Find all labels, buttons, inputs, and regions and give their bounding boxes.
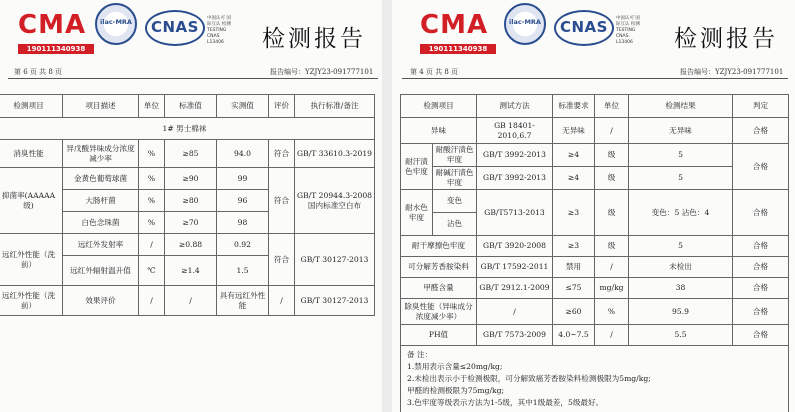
cell: 符合 [269,168,295,234]
cell: ≥3 [553,190,595,236]
cell: 耐水色牢度 [401,190,433,236]
report-title: 检测报告 [674,26,778,52]
cell: 远红外性能（洗前） [0,234,63,286]
cell: ≥60 [553,299,595,325]
cell: 5 [629,167,733,190]
cell: 级 [595,236,629,257]
cell: 5.5 [629,325,733,346]
notes-block [401,346,789,412]
cell: 4.0~7.5 [553,325,595,346]
cell: / [165,286,217,316]
results-table-right [400,94,789,412]
cell: 合格 [733,325,789,346]
col-header: 评价 [269,95,295,118]
cell: 抑菌率(AAAAA级) [0,168,63,234]
cell: % [139,168,165,190]
cell: / [139,234,165,256]
cell: 除臭性能（异味成分浓度减少率） [401,299,477,325]
col-header: 判定 [733,95,789,118]
cell: GB 18401-2010,6.7 [477,118,553,144]
report-page-right [392,0,795,412]
col-header: 检测结果 [629,95,733,118]
col-header: 检测项目 [401,95,477,118]
page-number: 第 6 页 共 8 页 [14,68,63,76]
cell: ≥0.88 [165,234,217,256]
cell: 级 [595,144,629,167]
cell: 合格 [733,144,789,190]
cell: 远红外发射率 [63,234,139,256]
cell: % [595,299,629,325]
cell: ≥80 [165,190,217,212]
cell: 5 [629,236,733,257]
col-header: 测试方法 [477,95,553,118]
page-divider [382,0,392,412]
cma-logo: CMA 190111340938 [420,10,480,44]
table-header-row [401,95,789,118]
cell: 异味 [401,118,477,144]
header-rule [8,78,378,79]
cell: / [477,299,553,325]
table-row [401,236,789,257]
page-number: 第 4 页 共 8 页 [410,68,459,76]
cell: 合格 [733,118,789,144]
sample-section-label: 1# 男士棉袜 [0,118,375,140]
cell: 变色 [433,190,477,213]
table-row [401,118,789,144]
col-header: 检测项目 [0,95,63,118]
cell: 合格 [733,236,789,257]
col-header: 标准值 [165,95,217,118]
report-number: 报告编号：YZJY23-091777101 [680,68,784,76]
cell: 合格 [733,190,789,236]
cell: 95.9 [629,299,733,325]
table-row [0,140,375,168]
cell: 远红外性能（洗前） [0,286,63,316]
cell: 白色念珠菌 [63,212,139,234]
col-header: 执行标准/备注 [295,95,375,118]
table-row [401,190,789,213]
cell: GB/T 33610.3-2019 [295,140,375,168]
table-row [0,168,375,190]
ilac-mra-logo: ilac-MRA [504,3,546,45]
cell: GB/T 17592-2011 [477,257,553,278]
cell: 符合 [269,140,295,168]
cell: 38 [629,278,733,299]
table-row [0,286,375,316]
notes-row [401,346,789,412]
cell: % [139,212,165,234]
cell: ≥85 [165,140,217,168]
header-rule [402,78,788,79]
cell: ≥70 [165,212,217,234]
cell: 94.0 [217,140,269,168]
cell: 金黄色葡萄球菌 [63,168,139,190]
cell: 消臭性能 [0,140,63,168]
cell: GB/T 30127-2013 [295,286,375,316]
cell: 合格 [733,299,789,325]
col-header: 实测值 [217,95,269,118]
col-header: 单位 [595,95,629,118]
table-header-row [0,95,375,118]
cell: / [595,257,629,278]
cell: ≥1.4 [165,256,217,286]
cma-logo: CMA 190111340938 [18,10,78,44]
cell: 级 [595,167,629,190]
ilac-mra-logo: ilac-MRA [95,3,137,45]
cell: 级 [595,190,629,236]
col-header: 项目描述 [63,95,139,118]
cell: mg/kg [595,278,629,299]
cell: 禁用 [553,257,595,278]
notes-line: 3.色牢度等级表示方法为1-5级，其中1级最差，5级最好。 [407,398,604,407]
cell: ≥4 [553,144,595,167]
cell: 符合 [269,234,295,286]
cell: PH值 [401,325,477,346]
cell: GB/T 3992-2013 [477,167,553,190]
cell: 1.5 [217,256,269,286]
cell: ≥4 [553,167,595,190]
notes-line: 甲醛的检测极限为75mg/kg; [407,386,505,395]
notes-line: 1.禁用表示含量≤20mg/kg; [407,362,503,371]
cell: 合格 [733,257,789,278]
table-row [401,167,789,190]
table-row [401,325,789,346]
cell: / [595,118,629,144]
cell: 耐酸汗渍色牢度 [433,144,477,167]
cell: % [139,140,165,168]
table-row [401,299,789,325]
cell: 异戊酸异味成分浓度减少率 [63,140,139,168]
cell: 变色：5 沾色：4 [629,190,733,236]
cell: 甲醛含量 [401,278,477,299]
cell: 效果评价 [63,286,139,316]
cnas-logo: CNAS 中国认可 国际互认 检测 TESTING CNAS L13406 [554,10,636,46]
notes-line: 备 注： [407,350,433,359]
cell: / [139,286,165,316]
cell: ≤75 [553,278,595,299]
cell: 耐碱汗渍色牢度 [433,167,477,190]
report-number: 报告编号：YZJY23-091777101 [270,68,374,76]
cell: 具有远红外性能 [217,286,269,316]
cell: 沾色 [433,213,477,236]
cell: 98 [217,212,269,234]
cnas-logo: CNAS 中国认可 国际互认 检测 TESTING CNAS L13406 [145,10,227,46]
cell: 无异味 [553,118,595,144]
cell: / [269,286,295,316]
cell: ≥90 [165,168,217,190]
report-page-left [0,0,382,412]
report-title: 检测报告 [262,26,366,52]
cell: GB/T 2912.1-2009 [477,278,553,299]
cell: GB/T 3992-2013 [477,144,553,167]
cell: ℃ [139,256,165,286]
table-row [401,278,789,299]
table-row [401,144,789,167]
table-row [401,257,789,278]
cell: 无异味 [629,118,733,144]
cell: 大肠杆菌 [63,190,139,212]
cell: 0.92 [217,234,269,256]
cell: 96 [217,190,269,212]
cell: GB/T 20944.3-2008 国内标准空白布 [295,168,375,234]
results-table-left [0,94,375,316]
cell: GB/T 7573-2009 [477,325,553,346]
cell: / [595,325,629,346]
cell: 远红外辐射温升值 [63,256,139,286]
cell: 99 [217,168,269,190]
col-header: 单位 [139,95,165,118]
cell: GB/T 3920-2008 [477,236,553,257]
cell: ≥3 [553,236,595,257]
cell: 可分解芳香胺染料 [401,257,477,278]
cell: 未检出 [629,257,733,278]
table-row [0,234,375,256]
notes-line: 2.未检出表示小于检测极限，可分解致癌芳香胺染料检测极限为5mg/kg; [407,374,651,383]
cell: % [139,190,165,212]
cell: 合格 [733,278,789,299]
col-header: 标准要求 [553,95,595,118]
cell: 耐汗渍色牢度 [401,144,433,190]
cell: 耐干摩擦色牢度 [401,236,477,257]
table-row [0,118,375,140]
cell: 5 [629,144,733,167]
cell: GB/T5713-2013 [477,190,553,236]
cell: GB/T 30127-2013 [295,234,375,286]
